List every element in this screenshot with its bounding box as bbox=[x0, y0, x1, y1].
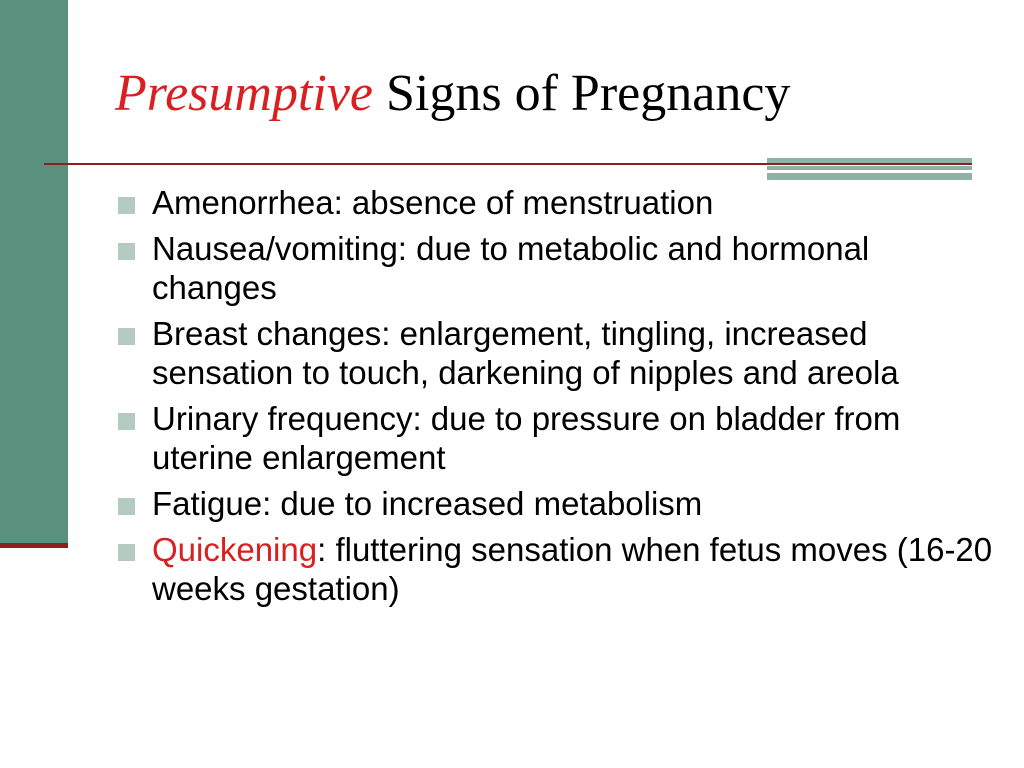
accent-stripe bbox=[767, 173, 972, 180]
side-accent-underline bbox=[0, 543, 68, 548]
title-rest: Signs of Pregnancy bbox=[373, 65, 791, 122]
bullet-item bbox=[116, 399, 996, 477]
accent-stripes bbox=[767, 158, 972, 180]
accent-stripe bbox=[767, 166, 972, 170]
square-bullet-icon bbox=[118, 413, 135, 430]
square-bullet-icon bbox=[118, 328, 135, 345]
bullet-text: Amenorrhea: absence of menstruation bbox=[152, 184, 714, 221]
bullet-text: Nausea/vomiting: due to metabolic and hormonal changes bbox=[152, 230, 870, 306]
bullet-item bbox=[116, 314, 996, 392]
bullet-item bbox=[116, 229, 996, 307]
title-emphasis: Presumptive bbox=[115, 65, 373, 122]
square-bullet-icon bbox=[118, 197, 135, 214]
accent-stripe bbox=[767, 158, 972, 163]
square-bullet-icon bbox=[118, 243, 135, 260]
slide-title bbox=[115, 64, 790, 124]
side-accent-bar bbox=[0, 0, 68, 544]
bullet-item bbox=[116, 484, 996, 523]
bullet-list bbox=[116, 183, 996, 615]
square-bullet-icon bbox=[118, 498, 135, 515]
bullet-text: : fluttering sensation when fetus moves (16-20 weeks gestation) bbox=[152, 531, 993, 607]
bullet-text: Fatigue: due to increased metabolism bbox=[152, 485, 703, 522]
bullet-term: Quickening bbox=[152, 531, 318, 568]
square-bullet-icon bbox=[118, 544, 135, 561]
bullet-text: Breast changes: enlargement, tingling, increased sensation to touch, darkening of nipples and areola bbox=[152, 315, 899, 391]
bullet-item bbox=[116, 183, 996, 222]
bullet-text: Urinary frequency: due to pressure on bladder from uterine enlargement bbox=[152, 400, 901, 476]
bullet-item bbox=[116, 530, 996, 608]
